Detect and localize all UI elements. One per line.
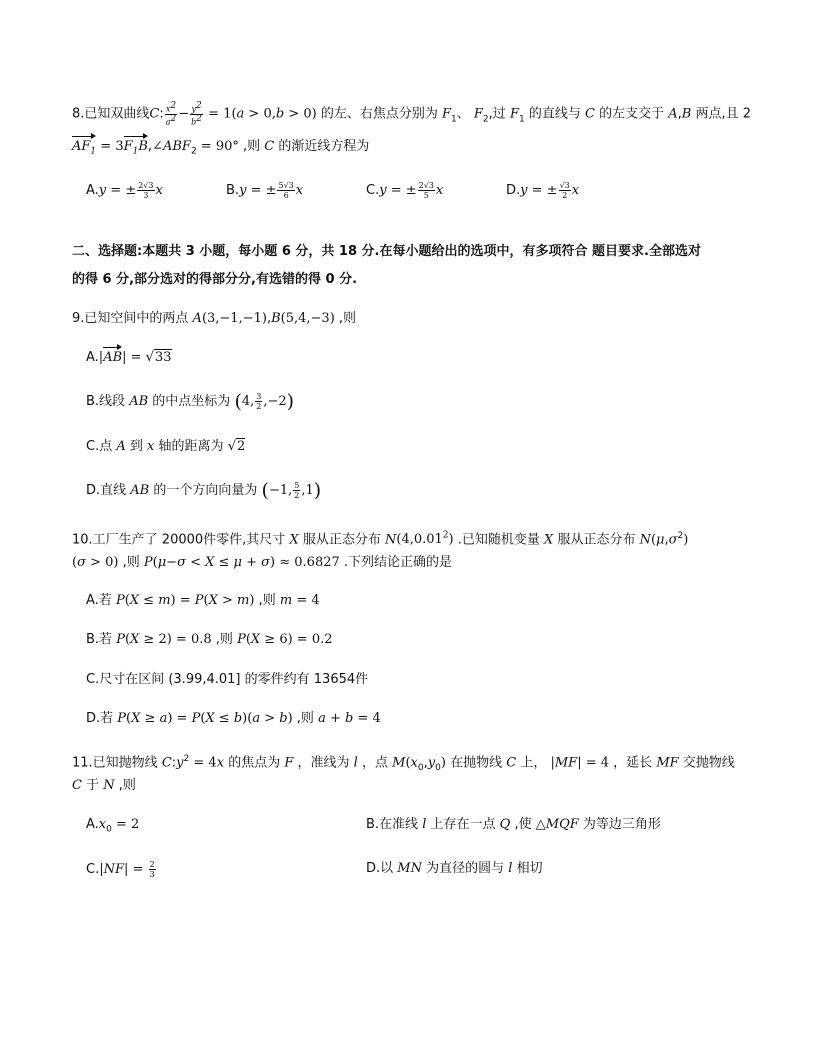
- q11-option-a: $A.x_0 = 2$: [86, 817, 140, 835]
- q11-option-b: B.在准线 l 上存在一点 Q ,使 △MQF 为等边三角形: [366, 817, 661, 832]
- q10-option-d: D.若 P(X ≥ a) = P(X ≤ b)(a > b) ,则 a + b = 4: [86, 711, 381, 726]
- q9-option-a: A.|AB| = √33: [86, 350, 172, 365]
- q9-option-d: D.直线 AB 的一个方向向量为 (−1, $\frac{5}{2}$ ,1): [86, 479, 322, 502]
- q8-text: 8.已知双曲线: [72, 106, 150, 122]
- q8-option-b: B.y = ± $\frac{5√3}{6}$ x: [226, 181, 304, 200]
- q10-stem-line1: 10.工厂生产了 20000件零件,其尺寸 X 服从正态分布 N(4,0.01$^2$) .已知随机变量 X 服从正态分布 $N(\mu,\sigma^2)$: [72, 531, 689, 548]
- q11-stem-line2: C 于 N ,则: [72, 778, 136, 793]
- q8-option-d: D.y = ± $\frac{√3}{2}$ x: [506, 181, 580, 200]
- q9-stem: 9.已知空间中的两点 A(3,−1,−1),B(5,4,−3) ,则: [72, 311, 357, 326]
- q9-option-b: B.线段 AB 的中点坐标为 (4, $\frac{3}{2}$ ,−2): [86, 390, 295, 413]
- q8-frac-x: $\frac{x^2}{a^2}$: [165, 101, 177, 127]
- vector-F1B: $F_1B$: [124, 138, 148, 161]
- q8-option-a: A.y = ± $\frac{2√3}{3}$ x: [86, 181, 163, 200]
- q8-text: 过: [492, 106, 506, 122]
- q11-option-d: D.以 MN 为直径的圆与 l 相切: [366, 861, 543, 876]
- q10-option-c: C.尺寸在区间 (3.99,4.01] 的零件约有 13654件: [86, 672, 369, 687]
- section-header-line1: 二、选择题:本题共 3 小题，每小题 6 分，共 18 分.在每小题给出的选项中，有多项符合 题目要求.全部选对: [72, 244, 701, 259]
- q10-option-a: A.若 P(X ≤ m) = P(X > m) ,则 m = 4: [86, 593, 320, 608]
- q8-text: 两点,且 2: [695, 106, 752, 122]
- q8-text: 的渐近线方程为: [278, 139, 370, 154]
- q8-text: 的直线与: [528, 106, 581, 122]
- q10-option-b: B.若 P(X ≥ 2) = 0.8 ,则 P(X ≥ 6) = 0.2: [86, 632, 333, 647]
- q11-option-c: C.|NF| = $\frac{2}{3}$: [86, 860, 155, 879]
- q8-text: 则: [247, 139, 261, 154]
- q9-option-c: C.点 A 到 x 轴的距离为 √2: [86, 439, 246, 454]
- q8-text: 的左支交于: [599, 106, 665, 122]
- q8-stem-line2: $AF_1$ = $3F_1B,\angle ABF_2 = 90^\circ$ ,则 C 的渐近线方程为: [72, 138, 369, 161]
- q8-option-c: C.y = ± $\frac{2√3}{5}$ x: [366, 181, 444, 200]
- q8-text: 的左、右焦点分别为: [320, 106, 438, 122]
- section-header-line2: 的得 6 分,部分选对的得部分分,有选错的得 0 分.: [72, 272, 358, 287]
- q10-stem-line2: (σ > 0) ,则 P(μ−σ < X ≤ μ + σ) ≈ 0.6827 .下列结论正确的是: [72, 555, 453, 570]
- q8-stem-line1: 8.已知双曲线C: $\frac{x^2}{a^2}$ − $\frac{y^2}{b^2}$ = 1(a > 0,b > 0) 的左、右焦点分别为 $F_1$、 $F_2$,过 $F_1$ 的直线与 C 的左支交于 A,B 两点,且 2: [72, 101, 752, 127]
- q11-stem-line1: 11.已知抛物线 $C:y^2 = 4x$ 的焦点为 F ，准线为 l ，点 $M(x_0,y_0)$ 在抛物线 C 上， |MF| = 4 ，延长 MF 交抛物线: [72, 754, 735, 773]
- q8-frac-y: $\frac{y^2}{b^2}$: [191, 101, 203, 127]
- vector-AF1: $AF_1$: [72, 138, 96, 161]
